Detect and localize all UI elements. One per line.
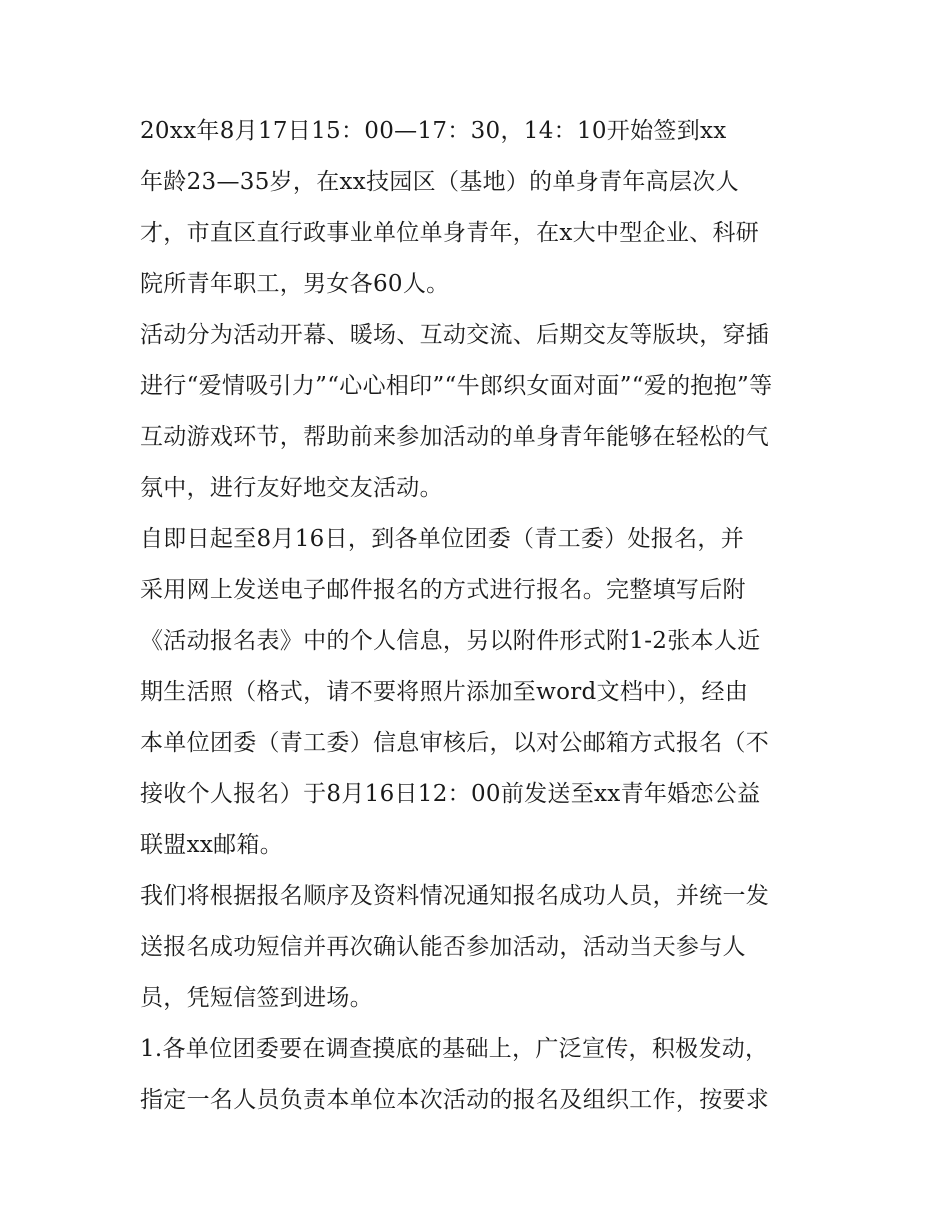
text-line: 《活动报名表》中的个人信息，另以附件形式附1-2张本人近 [140, 628, 761, 654]
text-line: 联盟xx邮箱。 [140, 832, 284, 858]
text-line: 自即日起至8月16日，到各单位团委（青工委）处报名，并 [140, 526, 744, 552]
text-line: 我们将根据报名顺序及资料情况通知报名成功人员，并统一发 [140, 883, 770, 909]
text-line: 才，市直区直行政事业单位单身青年，在x大中型企业、科研 [140, 220, 760, 246]
text-line: 20xx年8月17日15：00—17：30，14：10开始签到xx [140, 118, 727, 144]
text-line: 接收个人报名）于8月16日12：00前发送至xx青年婚恋公益 [140, 781, 761, 807]
text-line: 送报名成功短信并再次确认能否参加活动，活动当天参与人 [140, 934, 746, 960]
text-line: 进行“爱情吸引力”“心心相印”“牛郎织女面对面”“爱的抱抱”等 [140, 373, 773, 399]
text-line: 1.各单位团委要在调查摸底的基础上，广泛宣传，积极发动， [140, 1036, 769, 1062]
text-line: 院所青年职工，男女各60人。 [140, 271, 450, 297]
text-line: 员，凭短信签到进场。 [140, 985, 373, 1011]
text-line: 指定一名人员负责本单位本次活动的报名及组织工作，按要求 [140, 1087, 770, 1113]
text-line: 年龄23—35岁，在xx技园区（基地）的单身青年高层次人 [140, 169, 739, 195]
text-line: 互动游戏环节，帮助前来参加活动的单身青年能够在轻松的气 [140, 424, 770, 450]
text-line: 期生活照（格式，请不要将照片添加至word文档中），经由 [140, 679, 749, 705]
text-line: 氛中，进行友好地交友活动。 [140, 475, 443, 501]
text-line: 采用网上发送电子邮件报名的方式进行报名。完整填写后附 [140, 577, 746, 603]
text-line: 本单位团委（青工委）信息审核后，以对公邮箱方式报名（不 [140, 730, 770, 756]
text-line: 活动分为活动开幕、暖场、互动交流、后期交友等版块，穿插 [140, 322, 770, 348]
